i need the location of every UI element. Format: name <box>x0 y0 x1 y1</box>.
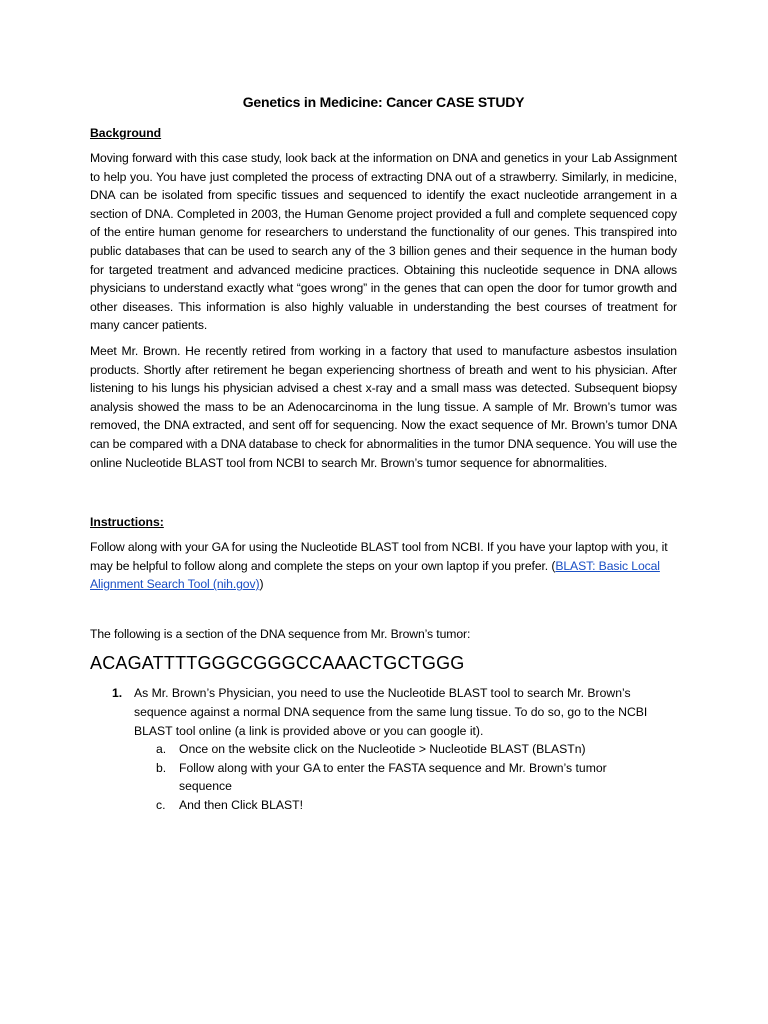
step-number: 1. <box>112 686 123 701</box>
dna-sequence: ACAGATTTTGGGCGGGCCAAACTGCTGGG <box>90 653 465 674</box>
spacer <box>90 479 677 515</box>
step-body <box>134 684 654 814</box>
spacer <box>90 601 677 625</box>
background-heading: Background <box>90 126 162 140</box>
substep-c <box>134 796 654 815</box>
substep-list <box>134 740 654 814</box>
substep-text: Follow along with your GA to enter the FASTA sequence and Mr. Brown’s tumor sequence <box>179 760 607 794</box>
blast-link[interactable]: BLAST: Basic Local Alignment Search Tool (nih.gov) <box>90 558 660 592</box>
substep-a <box>134 740 654 759</box>
background-paragraph-2: Meet Mr. Brown. He recently retired from working in a factory that used to manufacture asbestos insulation products. Shortly after retirement he began experiencing shortness of breath and went to his physician. After listening to his lungs his physician advised a chest x-ray and a small mass was detected. Subsequent biopsy analysis showed the mass to be an Adenocarcinoma in the lung tissue. A sample of Mr. Brown’s tumor was removed, the DNA extracted, and sent off for sequencing. Now the exact sequence of Mr. Brown’s tumor DNA can be compared with a DNA database to check for abnormalities in the tumor DNA sequence. You will use the online Nucleotide BLAST tool from NCBI to search Mr. Brown’s tumor sequence for abnormalities. <box>90 343 677 470</box>
substep-text: And then Click BLAST! <box>179 798 303 813</box>
sequence-intro: The following is a section of the DNA sequence from Mr. Brown’s tumor: <box>90 626 471 641</box>
document-title: Genetics in Medicine: Cancer CASE STUDY <box>242 94 525 110</box>
instructions-text: Follow along with your GA for using the Nucleotide BLAST tool from NCBI. If you have your laptop with you, it may be helpful to follow along and complete the steps on your own laptop if you prefer. ( <box>90 540 668 573</box>
step-1 <box>112 684 677 814</box>
substep-text: Once on the website click on the Nucleotide > Nucleotide BLAST (BLASTn) <box>179 742 586 757</box>
substep-letter: c. <box>156 798 166 813</box>
instructions-heading: Instructions: <box>90 515 164 530</box>
instructions-close: ) <box>259 577 264 592</box>
substep-letter: a. <box>156 742 167 757</box>
background-paragraph-1: Moving forward with this case study, look back at the information on DNA and genetics in your Lab Assignment to help you. You have just completed the process of extracting DNA out of a strawberry. Similarly, in medicine, DNA can be isolated from specific tissues and sequenced to identify the exact nucleotide arrangement in a section of DNA. Completed in 2003, the Human Genome project provided a full and complete sequenced copy of the entire human genome for researchers to understand the functionality of our genes. This transpired into public databases that can be used to search any of the 3 billion genes and their sequence in the human body for targeted treatment and advanced medicine practices. Obtaining this nucleotide sequence in DNA allows physicians to understand exactly what “goes wrong” in the genes that can open the door for tumor growth and other diseases. This information is also highly valuable in understanding the best courses of treatment for many cancer patients. <box>90 151 677 333</box>
step-text: As Mr. Brown’s Physician, you need to use the Nucleotide BLAST tool to search Mr. Brown’s sequence against a normal DNA sequence from the same lung tissue. To do so, go to the NCBI BLAST tool online (a link is provided above or you can google it). <box>134 686 648 738</box>
substep-letter: b. <box>156 760 167 775</box>
instructions-paragraph <box>90 538 677 594</box>
document-content <box>90 94 677 815</box>
substep-b <box>134 759 654 796</box>
